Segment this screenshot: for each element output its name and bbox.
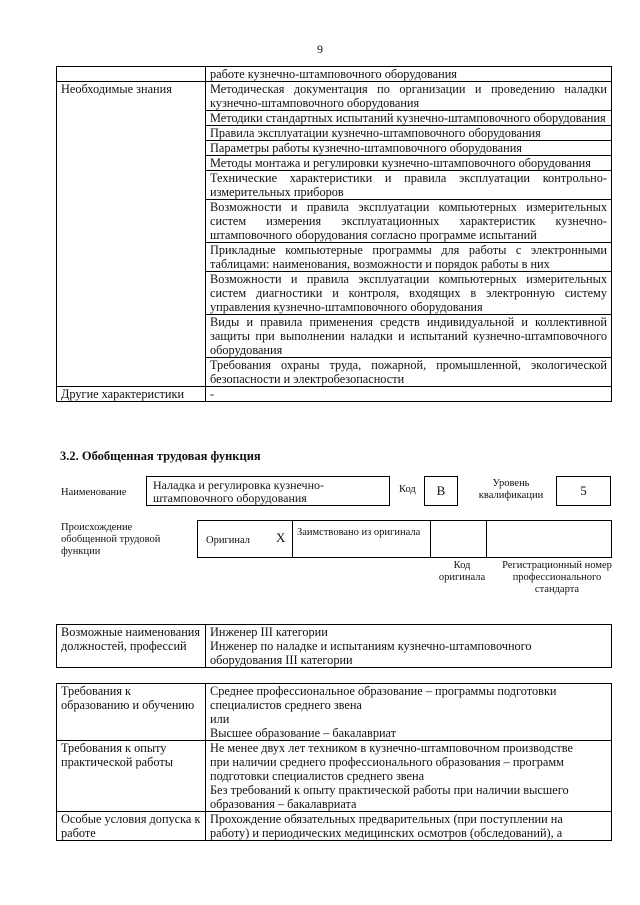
education-value — [206, 684, 612, 741]
original-label: Оригинал — [206, 535, 250, 546]
qualification-level-value: 5 — [556, 476, 611, 506]
education-line: Среднее профессиональное образование – программы подготовки — [210, 684, 557, 698]
table-row — [57, 741, 612, 812]
name-label: Наименование — [61, 487, 127, 498]
knowledge-item: Методическая документация по организации и проведению наладки кузнечно-штамповочного оборудования — [206, 82, 612, 111]
positions-label: Возможные наименования должностей, профессий — [57, 625, 206, 668]
table-row — [57, 684, 612, 741]
other-characteristics-label: Другие характеристики — [57, 387, 206, 402]
knowledge-item: Требования охраны труда, пожарной, промышленной, экологической безопасности и электробезопасности — [206, 358, 612, 387]
knowledge-item: Возможности и правила эксплуатации компьютерных измерительных систем измерения эксплуатационных характеристик кузнечно-штамповочного оборудования согласно программе испытаний — [206, 200, 612, 243]
experience-label: Требования к опыту практической работы — [57, 741, 206, 812]
experience-line: Без требований к опыту практической работы при наличии высшего — [210, 783, 569, 797]
position-line: Инженер по наладке и испытаниям кузнечно-штамповочного — [210, 639, 532, 653]
position-line: Инженер III категории — [210, 625, 328, 639]
knowledge-item: Правила эксплуатации кузнечно-штамповочного оборудования — [206, 126, 612, 141]
other-characteristics-value: - — [206, 387, 612, 402]
positions-table — [56, 624, 612, 668]
experience-line: подготовки специалистов среднего звена — [210, 769, 425, 783]
code-label: Код — [399, 484, 416, 495]
needed-knowledge-label: Необходимые знания — [57, 82, 206, 387]
education-line: специалистов среднего звена — [210, 698, 362, 712]
section-title: 3.2. Обобщенная трудовая функция — [60, 449, 261, 463]
education-line: Высшее образование – бакалавриат — [210, 726, 397, 740]
table-row — [57, 82, 612, 111]
qualification-level-label: Уровень квалификации — [478, 478, 544, 501]
knowledge-item: Возможности и правила эксплуатации компьютерных измерительных систем диагностики и контроля, входящих в электронную систему управления кузнечно-штамповочного оборудования — [206, 272, 612, 315]
original-cell — [197, 520, 292, 558]
page-number: 9 — [317, 42, 323, 56]
table-row — [57, 812, 612, 841]
knowledge-table — [56, 66, 612, 402]
knowledge-item: Виды и правила применения средств индивидуальной и коллективной защиты при выполнении наладки и испытаний кузнечно-штамповочного оборудования — [206, 315, 612, 358]
table-row — [57, 67, 612, 82]
knowledge-item: Прикладные компьютерные программы для работы с электронными таблицами: наименования, возможности и порядок работы в них — [206, 243, 612, 272]
original-code-label: Код оригинала — [438, 560, 486, 583]
registration-number-label: Регистрационный номер профессионального стандарта — [502, 560, 612, 595]
original-mark: X — [276, 530, 286, 545]
knowledge-item: Технические характеристики и правила эксплуатации контрольно-измерительных приборов — [206, 171, 612, 200]
education-line: или — [210, 712, 230, 726]
experience-line: образования – бакалавриата — [210, 797, 357, 811]
table-row — [57, 625, 612, 668]
origin-row — [197, 520, 612, 558]
experience-value — [206, 741, 612, 812]
experience-line: при наличии среднего профессионального образования – программ — [210, 755, 564, 769]
requirements-table — [56, 683, 612, 841]
knowledge-item: Параметры работы кузнечно-штамповочного оборудования — [206, 141, 612, 156]
position-line: оборудования III категории — [210, 653, 353, 667]
continued-text: работе кузнечно-штамповочного оборудования — [206, 67, 612, 82]
knowledge-item: Методы монтажа и регулировки кузнечно-штамповочного оборудования — [206, 156, 612, 171]
admission-line: Прохождение обязательных предварительных (при поступлении на — [210, 812, 563, 826]
table-row — [57, 387, 612, 402]
origin-label: Происхождение обобщенной трудовой функции — [61, 522, 161, 557]
function-name-value: Наладка и регулировка кузнечно-штамповочного оборудования — [146, 476, 390, 506]
education-label: Требования к образованию и обучению — [57, 684, 206, 741]
experience-line: Не менее двух лет техником в кузнечно-штамповочном производстве — [210, 741, 573, 755]
borrowed-label: Заимствовано из оригинала — [292, 520, 430, 558]
positions-value — [206, 625, 612, 668]
empty-label-cell — [57, 67, 206, 82]
knowledge-item: Методики стандартных испытаний кузнечно-штамповочного оборудования — [206, 111, 612, 126]
registration-number-cell — [486, 520, 612, 558]
original-code-cell — [430, 520, 486, 558]
admission-line: работу) и периодических медицинских осмотров (обследований), а — [210, 826, 563, 840]
code-value: B — [424, 476, 458, 506]
admission-label: Особые условия допуска к работе — [57, 812, 206, 841]
admission-value — [206, 812, 612, 841]
